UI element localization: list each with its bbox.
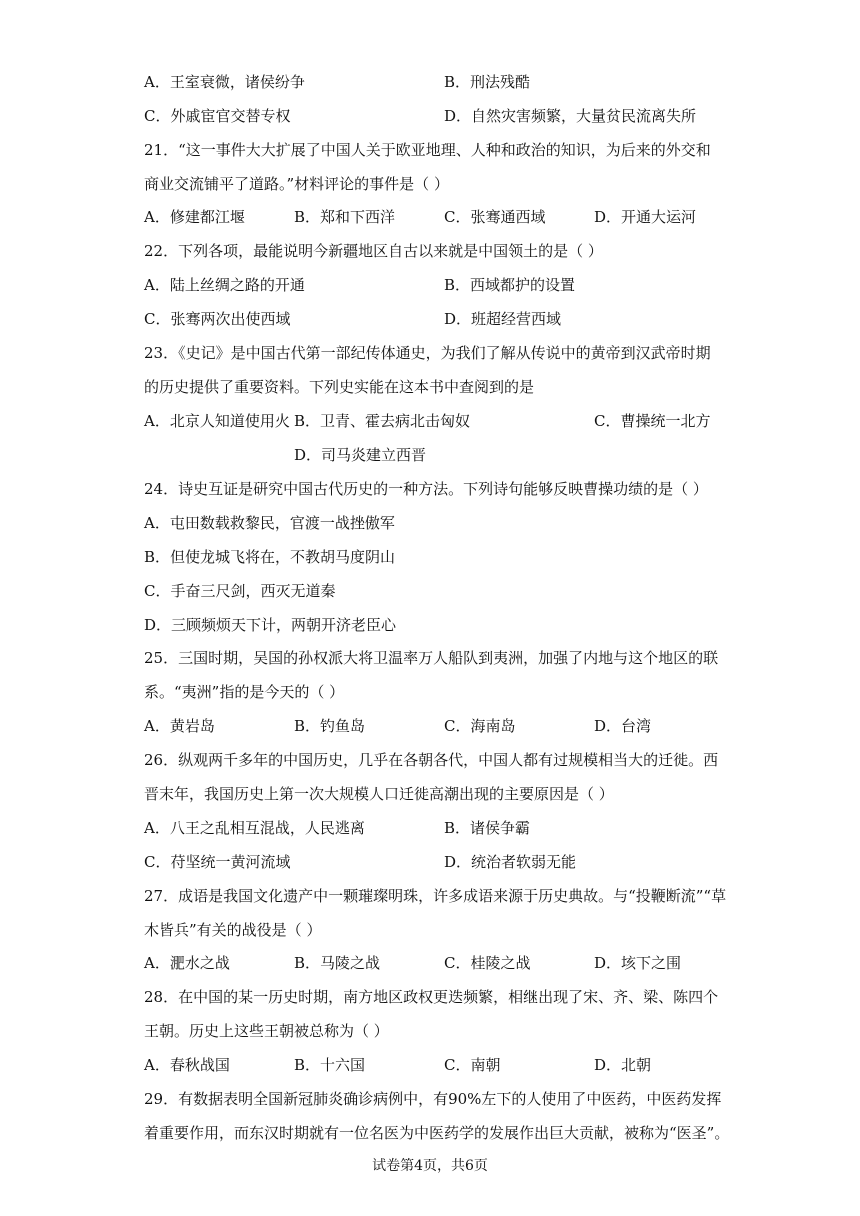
q27-option-c: C．桂陵之战 bbox=[444, 954, 531, 972]
q28-stem-line1: 28．在中国的某一历史时期，南方地区政权更迭频繁，相继出现了宋、齐、梁、陈四个 bbox=[144, 988, 719, 1006]
q26-option-a: A．八王之乱相互混战，人民逃离 bbox=[144, 819, 365, 837]
q27-option-d: D．垓下之围 bbox=[594, 954, 682, 972]
q26-option-d: D．统治者软弱无能 bbox=[444, 853, 577, 871]
q25-stem-line1: 25．三国时期，吴国的孙权派大将卫温率万人船队到夷洲，加强了内地与这个地区的联 bbox=[144, 649, 719, 667]
q29-stem-line1: 29．有数据表明全国新冠肺炎确诊病例中，有90%左下的人使用了中医药，中医药发挥 bbox=[144, 1090, 722, 1108]
q28-option-c: C．南朝 bbox=[444, 1056, 501, 1074]
q27-stem-line1: 27．成语是我国文化遗产中一颗璀璨明珠，许多成语来源于历史典故。与“投鞭断流”“草 bbox=[144, 887, 727, 905]
q26-option-b: B．诸侯争霸 bbox=[444, 819, 531, 837]
q22-option-d: D．班超经营西域 bbox=[444, 310, 562, 328]
q22-option-a: A．陆上丝绸之路的开通 bbox=[144, 276, 305, 294]
q24-option-d: D．三顾频烦天下计，两朝开济老臣心 bbox=[144, 616, 397, 634]
q23-option-b: B．卫青、霍去病北击匈奴 bbox=[294, 412, 471, 430]
q20-option-c: C．外戚宦官交替专权 bbox=[144, 107, 291, 125]
q25-stem-line2: 系。“夷洲”指的是今天的（ ） bbox=[144, 683, 345, 701]
q24-stem: 24．诗史互证是研究中国古代历史的一种方法。下列诗句能够反映曹操功绩的是（ ） bbox=[144, 480, 708, 498]
q25-option-c: C．海南岛 bbox=[444, 717, 516, 735]
q26-stem-line1: 26．纵观两千多年的中国历史，几乎在各朝各代，中国人都有过规模相当大的迁徙。西 bbox=[144, 751, 719, 769]
q23-option-c: C．曹操统一北方 bbox=[594, 412, 711, 430]
q25-option-b: B．钓鱼岛 bbox=[294, 717, 366, 735]
q23-stem-line1: 23．《史记》是中国古代第一部纪传体通史，为我们了解从传说中的黄帝到汉武帝时期 bbox=[144, 344, 711, 362]
q20-option-b: B．刑法残酷 bbox=[444, 73, 531, 91]
q25-option-a: A．黄岩岛 bbox=[144, 717, 215, 735]
q21-option-c: C．张骞通西域 bbox=[444, 208, 546, 226]
q21-option-b: B．郑和下西洋 bbox=[294, 208, 396, 226]
q21-stem-line1: 21．“这一事件大大扩展了中国人关于欧亚地理、人种和政治的知识，为后来的外交和 bbox=[144, 141, 711, 159]
q25-option-d: D．台湾 bbox=[594, 717, 652, 735]
q27-option-a: A．淝水之战 bbox=[144, 954, 230, 972]
q29-stem-line2: 着重要作用，而东汉时期就有一位名医为中医药学的发展作出巨大贡献，被称为“医圣”。 bbox=[144, 1124, 730, 1142]
q23-option-d: D．司马炎建立西晋 bbox=[294, 446, 427, 464]
q22-option-b: B．西域都护的设置 bbox=[444, 276, 576, 294]
page-footer: 试卷第4页，共6页 bbox=[372, 1158, 488, 1174]
q23-stem-line2: 的历史提供了重要资料。下列史实能在这本书中查阅到的是 bbox=[144, 378, 535, 396]
q28-stem-line2: 王朝。历史上这些王朝被总称为（ ） bbox=[144, 1022, 389, 1040]
q28-option-d: D．北朝 bbox=[594, 1056, 652, 1074]
q23-option-a: A．北京人知道使用火 bbox=[144, 412, 290, 430]
q27-option-b: B．马陵之战 bbox=[294, 954, 381, 972]
q28-option-a: A．春秋战国 bbox=[144, 1056, 230, 1074]
q21-stem-line2: 商业交流铺平了道路。”材料评论的事件是（ ） bbox=[144, 175, 449, 193]
q20-option-a: A．王室衰微，诸侯纷争 bbox=[144, 73, 305, 91]
q21-option-a: A．修建都江堰 bbox=[144, 208, 245, 226]
q24-option-a: A．屯田数载救黎民，官渡一战挫傲军 bbox=[144, 514, 395, 532]
q27-stem-line2: 木皆兵”有关的战役是（ ） bbox=[144, 921, 322, 939]
q21-option-d: D．开通大运河 bbox=[594, 208, 697, 226]
q20-option-d: D．自然灾害频繁，大量贫民流离失所 bbox=[444, 107, 697, 125]
q26-option-c: C．苻坚统一黄河流域 bbox=[144, 853, 291, 871]
q22-stem: 22．下列各项，最能说明今新疆地区自古以来就是中国领土的是（ ） bbox=[144, 242, 603, 260]
q24-option-c: C．手奋三尺剑，西灭无道秦 bbox=[144, 582, 336, 600]
q24-option-b: B．但使龙城飞将在，不教胡马度阴山 bbox=[144, 548, 396, 566]
q26-stem-line2: 晋末年，我国历史上第一次大规模人口迁徙高潮出现的主要原因是（ ） bbox=[144, 785, 614, 803]
q22-option-c: C．张骞两次出使西域 bbox=[144, 310, 291, 328]
q28-option-b: B．十六国 bbox=[294, 1056, 366, 1074]
